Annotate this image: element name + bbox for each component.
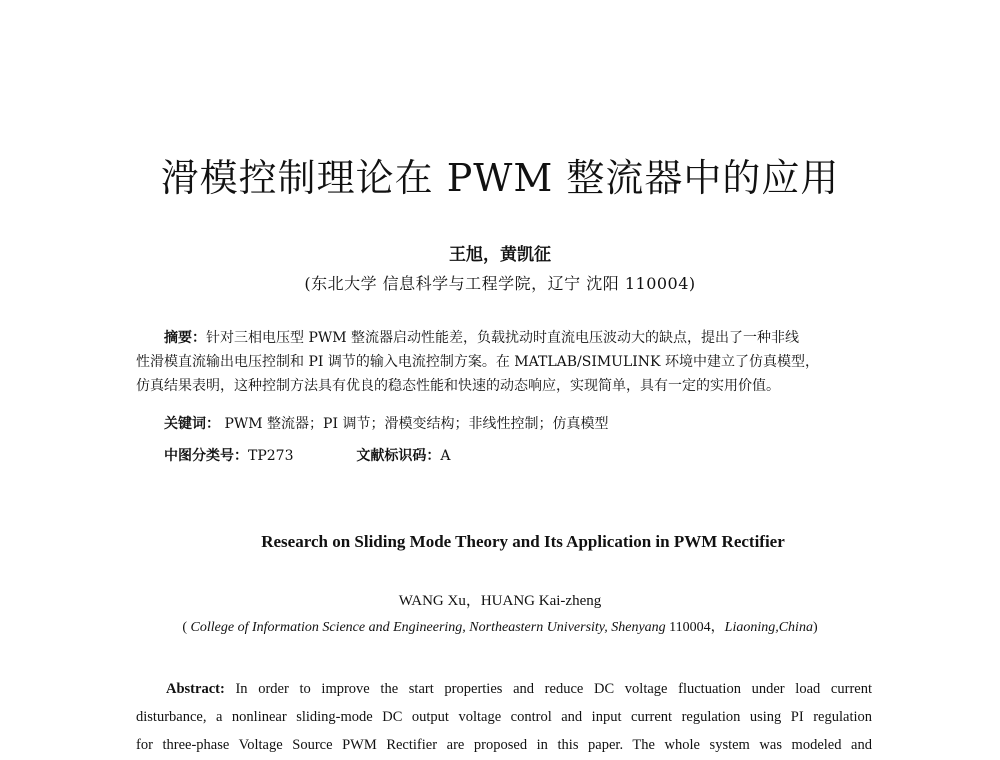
english-affiliation: ( College of Information Science and Engineering, Northeastern University, Shenyang 110004，Liaoning,China) — [182, 620, 818, 635]
english-abstract — [136, 675, 872, 759]
keywords-value: PWM 整流器；PI 调节；滑模变结构；非线性控制；仿真模型 — [224, 416, 609, 432]
english-abstract-label: Abstract: — [166, 681, 225, 697]
keywords-label: 关键词： — [164, 416, 220, 432]
chinese-abstract-line: 性滑模直流输出电压控制和 PI 调节的输入电流控制方案。在 MATLAB/SIMULINK 环境中建立了仿真模型， — [136, 354, 819, 370]
chinese-abstract-label: 摘要： — [164, 330, 206, 346]
chinese-abstract-line: 摘要：针对三相电压型 PWM 整流器启动性能差，负载扰动时直流电压波动大的缺点，提出了一种非线 — [164, 330, 800, 346]
english-abstract-line: disturbance, a nonlinear sliding-mode DC output voltage control and input current regulation using PI regulation — [136, 709, 872, 725]
chinese-authors: 王旭，黄凯征 — [449, 245, 551, 265]
classification-line — [164, 444, 451, 468]
chinese-abstract — [136, 326, 866, 398]
affiliation-institution: College of Information Science and Engineering, Northeastern University, Shenyang — [190, 620, 666, 635]
clc-label: 中图分类号： — [164, 448, 248, 464]
affiliation-postcode: 110004， — [665, 620, 725, 635]
english-abstract-line: Abstract: In order to improve the start properties and reduce DC voltage fluctuation under load current — [166, 681, 872, 697]
english-abstract-line: for three-phase Voltage Source PWM Rectifier are proposed in this paper. The whole system was modeled and — [136, 737, 872, 753]
clc-value: TP273 — [248, 448, 294, 464]
doc-code-label: 文献标识码： — [356, 448, 441, 464]
english-title: Research on Sliding Mode Theory and Its Application in PWM Rectifier — [261, 532, 785, 551]
english-authors: WANG Xu，HUANG Kai-zheng — [398, 593, 602, 609]
chinese-keywords — [164, 412, 608, 436]
doc-code-value: A — [440, 448, 451, 464]
chinese-abstract-line: 仿真结果表明，这种控制方法具有优良的稳态性能和快速的动态响应，实现简单，具有一定的实用价值。 — [136, 378, 780, 394]
chinese-title: 滑模控制理论在 PWM 整流器中的应用 — [160, 156, 840, 200]
affiliation-place: Liaoning,China — [724, 620, 813, 635]
chinese-affiliation: (东北大学 信息科学与工程学院，辽宁 沈阳 110004) — [304, 274, 696, 293]
